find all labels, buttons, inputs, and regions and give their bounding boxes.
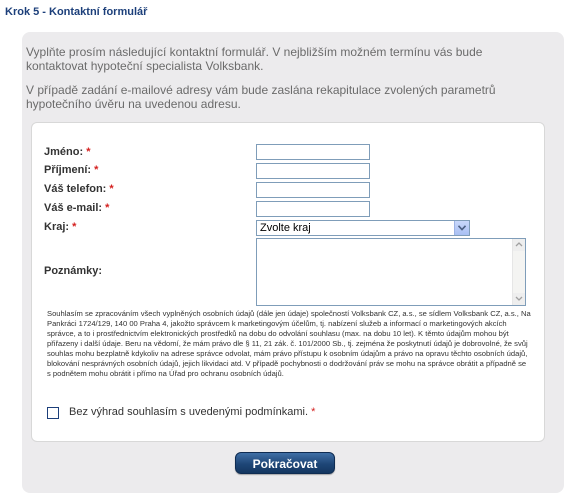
email-input[interactable] xyxy=(256,201,370,217)
required-mark: * xyxy=(109,183,114,195)
first-name-label: Jméno: * xyxy=(44,146,91,158)
continue-button[interactable]: Pokračovat xyxy=(235,452,335,474)
notes-textarea[interactable] xyxy=(256,238,526,306)
required-mark: * xyxy=(105,202,110,214)
chevron-down-icon xyxy=(458,225,466,231)
scroll-down-button[interactable] xyxy=(513,293,525,305)
last-name-label: Příjmení: * xyxy=(44,164,99,176)
phone-label: Váš telefon: * xyxy=(44,183,114,195)
required-mark: * xyxy=(311,406,316,418)
consent-checkbox[interactable] xyxy=(47,407,59,419)
required-mark: * xyxy=(94,164,99,176)
consent-checkbox-label[interactable]: Bez výhrad souhlasím s uvedenými podmínkami. * xyxy=(69,406,316,418)
region-label: Kraj: * xyxy=(44,221,77,233)
email-label: Váš e-mail: * xyxy=(44,202,110,214)
dropdown-button[interactable] xyxy=(454,221,469,235)
scroll-up-button[interactable] xyxy=(513,239,525,251)
region-select[interactable] xyxy=(256,220,470,236)
intro-text xyxy=(26,45,546,121)
required-mark: * xyxy=(86,146,91,158)
chevron-down-icon xyxy=(515,296,523,301)
textarea-scrollbar[interactable] xyxy=(512,239,525,305)
notes-label: Poznámky: xyxy=(44,265,103,277)
last-name-input[interactable] xyxy=(256,163,370,179)
intro-paragraph-1: Vyplňte prosím následující kontaktní formulář. V nejbližším možném termínu vás bude kontaktovat hypoteční specialista Volksbank. xyxy=(26,45,483,73)
page-title: Krok 5 - Kontaktní formulář xyxy=(5,6,148,18)
required-mark: * xyxy=(72,221,77,233)
consent-text: Souhlasím se zpracováním všech vyplněných osobních údajů (dále jen údaje) společností Volksbank CZ, a.s., se sídlem Volksbank CZ, a.s., Na Pankráci 1724/129, 140 00 Praha 4, jakožto správcem k marketingovým účelům, tj. nabízení služeb a informací o marketingových akcích správce, a to i prostřednictvím elektronických prostředků na dobu do odvolání souhlasu (max. na dobu 10 let). K těmto údajům mohou být přiřazeny i další údaje. Beru na vědomí, že mám právo dle § 11, 21 zák. č. 101/2000 Sb., tj. zejména že poskytnutí údajů je dobrovolné, že svůj souhlas mohu bezplatně kdykoliv na adrese správce odvolat, mám právo přístupu k osobním údajům a právo na opravu těchto osobních údajů, blokování nesprávných osobních údajů, jejich likvidaci atd. V případě pochybnosti o dodržování práv se mohu na správce obrátit a případně se s podnětem mohu obrátit i přímo na Úřad pro ochranu osobních údajů. xyxy=(47,309,531,378)
region-select-value: Zvolte kraj xyxy=(260,222,311,234)
chevron-up-icon xyxy=(515,242,523,247)
phone-input[interactable] xyxy=(256,182,370,198)
first-name-input[interactable] xyxy=(256,144,370,160)
intro-paragraph-2: V případě zadání e-mailové adresy vám bude zaslána rekapitulace zvolených parametrů hypotečního úvěru na uvedenou adresu. xyxy=(26,83,496,111)
